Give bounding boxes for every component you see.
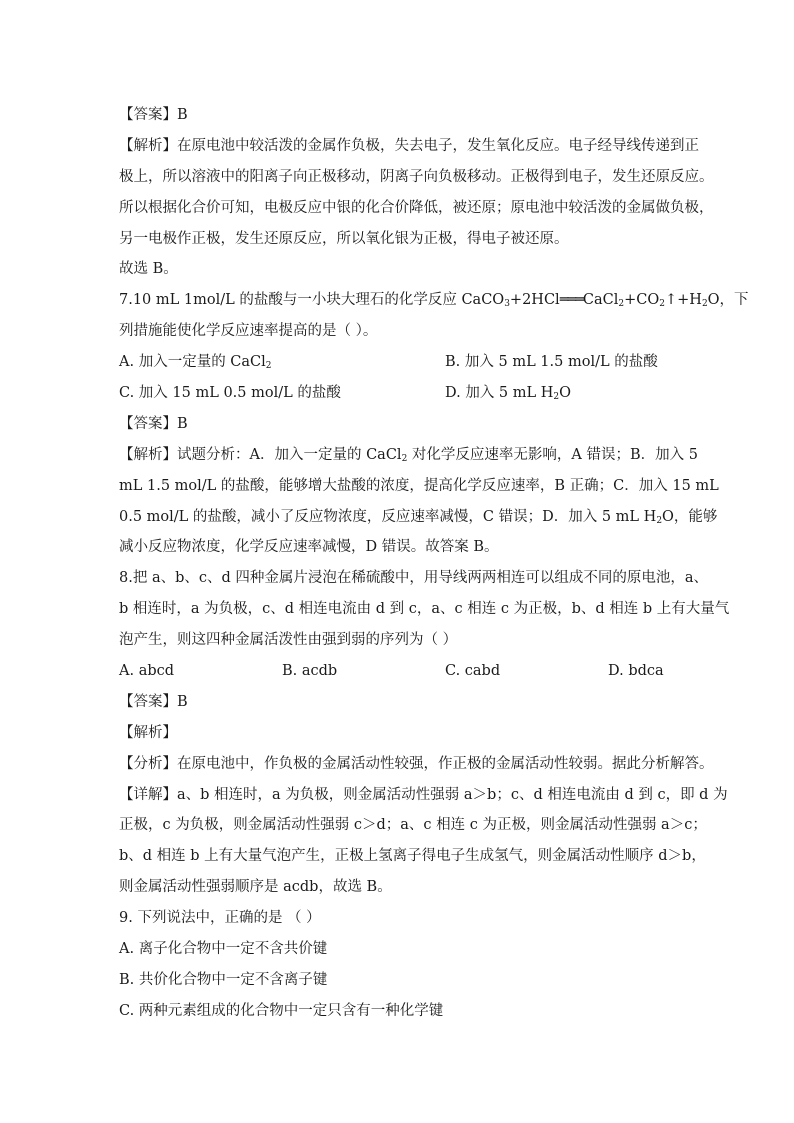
answer-label: 【答案】	[119, 415, 177, 432]
q7-option-b: B. 加入 5 mL 1.5 mol/L 的盐酸	[445, 354, 658, 371]
q7-stem-text: O，下	[707, 292, 749, 309]
analysis-text: O，能够	[662, 508, 718, 525]
q8-xiangjie-line-4: 则金属活动性强弱顺序是 acdb，故选 B。	[119, 879, 392, 896]
q8-option-b: B. acdb	[282, 663, 338, 680]
answer-value: B	[177, 693, 188, 710]
q7-stem-line-2: 列措施能使化学反应速率提高的是（ ）。	[119, 323, 378, 340]
subscript: 3	[504, 299, 510, 310]
q7-option-d	[445, 378, 571, 409]
analysis-text: 对化学反应速率无影响，A 错误；B．加入 5	[407, 446, 698, 463]
q7-analysis-line-3	[119, 502, 718, 533]
q8-options-row	[119, 656, 679, 687]
q8-answer-line	[119, 687, 679, 718]
q8-analysis-label: 【解析】	[119, 724, 177, 741]
q7-analysis-line-1	[119, 440, 698, 471]
subscript: 2	[701, 299, 708, 310]
q7-options-row-1	[119, 347, 679, 378]
q8-xiangjie-line-2: 正极，c 为负极，则金属活动性强弱 c＞d；a、c 相连 c 为正极，则金属活动性强弱 a＞c；	[119, 817, 707, 834]
q8-xiangjie-line-1	[119, 780, 728, 811]
subscript: 2	[265, 361, 272, 372]
prev-analysis-line-2: 极上，所以溶液中的阳离子向正极移动，阴离子向负极移动。正极得到电子，发生还原反应。	[119, 168, 714, 185]
q7-stem-text: ↑+H	[664, 292, 702, 309]
prev-conclusion: 故选 B。	[119, 261, 178, 278]
answer-value: B	[177, 107, 188, 123]
q9-stem: 9. 下列说法中，正确的是 （ ）	[119, 910, 321, 927]
q8-fenxi-line	[119, 749, 714, 780]
q9-option-c: C. 两种元素组成的化合物中一定只含有一种化学键	[119, 1002, 444, 1019]
q9-option-a: A. 离子化合物中一定不含共价键	[119, 941, 328, 958]
analysis-text: 0.5 mol/L 的盐酸，减小了反应物浓度，反应速率减慢，C 错误；D．加入 5 mL H	[119, 508, 657, 525]
analysis-text: 在原电池中较活泼的金属作负极，失去电子，发生氧化反应。电子经导线传递到正	[177, 137, 699, 154]
q7-option-a	[119, 347, 445, 378]
q7-stem-text: +CO	[624, 292, 660, 309]
q8-stem-line-2: b 相连时，a 为负极，c、d 相连电流由 d 到 c，a、c 相连 c 为正极，b、d 相连 b 上有大量气	[119, 601, 730, 618]
answer-label: 【答案】	[119, 107, 177, 123]
q8-option-d: D. bdca	[608, 663, 664, 680]
q8-xiangjie-line-3: b、d 相连 b 上有大量气泡产生，正极上氢离子得电子生成氢气，则金属活动性顺序 d＞b，	[119, 848, 706, 865]
q7-stem-text: 7.10 mL 1mol/L 的盐酸与一小块大理石的化学反应 CaCO	[119, 292, 505, 309]
subscript: 2	[553, 392, 560, 403]
option-text: O	[559, 385, 572, 402]
q8-option-c: C. cabd	[445, 663, 501, 680]
xiangjie-label: 【详解】	[119, 786, 177, 803]
fenxi-label: 【分析】	[119, 755, 177, 772]
q7-answer-line	[119, 409, 679, 440]
q7-analysis-line-2: mL 1.5 mol/L 的盐酸，能够增大盐酸的浓度，提高化学反应速率，B 正确；C．加入 15 mL	[119, 477, 719, 494]
subscript: 2	[618, 299, 625, 310]
page-content	[119, 100, 749, 1027]
q7-options-row-2	[119, 378, 679, 409]
analysis-label: 【解析】	[119, 446, 177, 463]
prev-analysis-line-3: 所以根据化合价可知，电极反应中银的化合价降低，被还原；原电池中较活泼的金属做负极，	[119, 199, 714, 216]
equals-sign: ═══	[559, 292, 583, 309]
q8-stem-line-1: 8.把 a、b、c、d 四种金属片浸泡在稀硫酸中，用导线两两相连可以组成不同的原电池，a、	[119, 570, 709, 587]
q7-stem-line-1	[119, 285, 749, 316]
q7-option-c: C. 加入 15 mL 0.5 mol/L 的盐酸	[119, 385, 341, 402]
subscript: 2	[656, 515, 663, 526]
q7-stem-text: CaCl	[582, 292, 619, 309]
answer-label: 【答案】	[119, 693, 177, 710]
prev-analysis-line-1	[119, 131, 699, 162]
xiangjie-text: a、b 相连时，a 为负极，则金属活动性强弱 a＞b；c、d 相连电流由 d 到 c，即 d 为	[177, 786, 728, 803]
subscript: 2	[659, 299, 665, 310]
analysis-label: 【解析】	[119, 137, 177, 154]
q8-option-a: A. abcd	[119, 663, 175, 680]
analysis-text: 试题分析：A．加入一定量的 CaCl	[177, 446, 402, 463]
subscript: 2	[401, 453, 408, 464]
option-text: A. 加入一定量的 CaCl	[119, 354, 266, 371]
q7-analysis-line-4: 减小反应物浓度，化学反应速率减慢，D 错误。故答案 B。	[119, 539, 499, 556]
q7-stem-text: +2HCl	[509, 292, 560, 309]
q9-option-b: B. 共价化合物中一定不含离子键	[119, 971, 328, 988]
option-text: D. 加入 5 mL H	[445, 385, 554, 402]
q8-stem-line-3: 泡产生，则这四种金属活泼性由强到弱的序列为（ ）	[119, 632, 458, 649]
prev-analysis-line-4: 另一电极作正极，发生还原反应，所以氧化银为正极，得电子被还原。	[119, 230, 569, 247]
fenxi-text: 在原电池中，作负极的金属活动性较强，作正极的金属活动性较弱。据此分析解答。	[177, 755, 714, 772]
prev-answer-line	[119, 100, 679, 131]
answer-value: B	[177, 415, 188, 432]
